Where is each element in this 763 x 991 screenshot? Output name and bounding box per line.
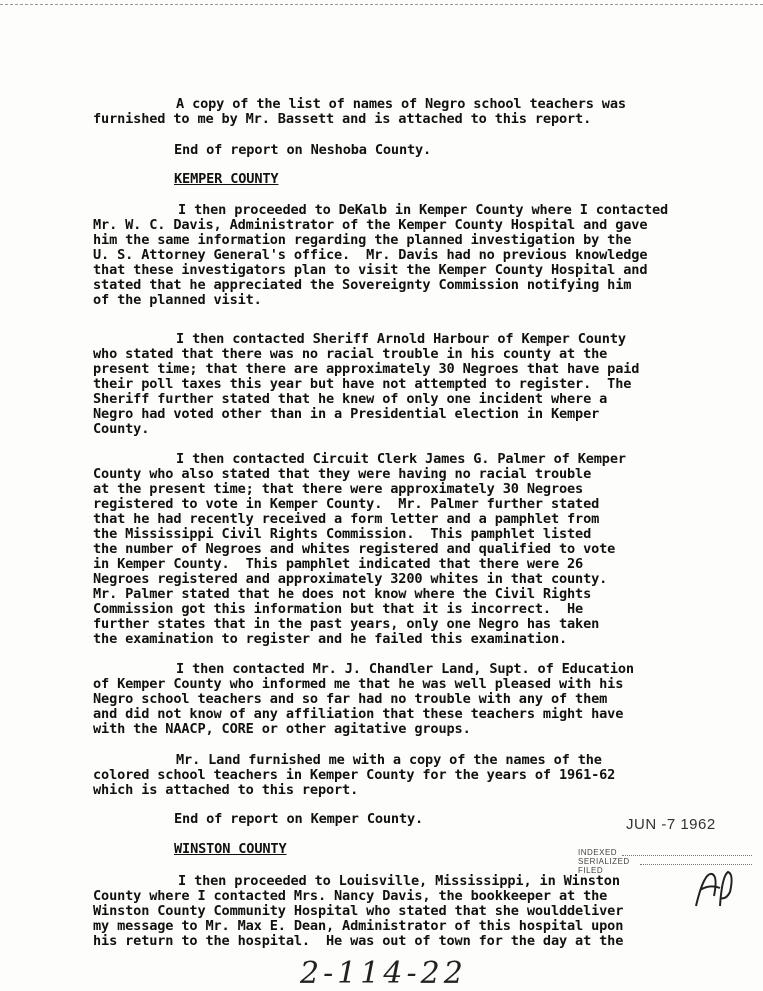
text-line: I then contacted Mr. J. Chandler Land, Supt. of Education <box>176 661 634 677</box>
text-line: I then contacted Circuit Clerk James G. Palmer of Kemper <box>176 451 626 467</box>
text-line: that he had recently received a form letter and a pamphlet from <box>93 511 600 527</box>
text-line: and did not know of any affiliation that these teachers might have <box>93 706 624 722</box>
text-line: the Mississippi Civil Rights Commission. This pamphlet listed <box>93 526 592 542</box>
text-line: of Kemper County who informed me that he was well pleased with his <box>93 676 624 692</box>
text-line: County where I contacted Mrs. Nancy Davis, the bookkeeper at the <box>93 888 608 904</box>
text-line: I then proceeded to DeKalb in Kemper County where I contacted <box>178 202 669 218</box>
stamp-indexed: INDEXED <box>578 848 618 857</box>
text-line: the number of Negroes and whites registered and qualified to vote <box>93 541 616 557</box>
text-line: colored school teachers in Kemper County for the years of 1961-62 <box>93 767 616 783</box>
text-line: which is attached to this report. <box>93 782 359 798</box>
handwritten-initials-icon <box>690 862 740 912</box>
text-line: Winston County Community Hospital who stated that she woulddeliver <box>93 903 624 919</box>
text-line: County. <box>93 421 150 437</box>
text-line: stated that he appreciated the Sovereignty Commission notifying him <box>93 277 632 293</box>
handwritten-file-number: 2-114-22 <box>300 956 467 991</box>
text-line: I then contacted Sheriff Arnold Harbour of Kemper County <box>176 331 626 347</box>
text-line: in Kemper County. This pamphlet indicated that there were 26 <box>93 556 584 572</box>
text-line: County who also stated that they were having no racial trouble <box>93 466 592 482</box>
text-line: their poll taxes this year but have not attempted to register. The <box>93 376 632 392</box>
text-line: Mr. W. C. Davis, Administrator of the Kemper County Hospital and gave <box>93 217 648 233</box>
stamp-rule <box>622 855 752 856</box>
text-line: Commission got this information but that it is incorrect. He <box>93 601 584 617</box>
text-line: that these investigators plan to visit the Kemper County Hospital and <box>93 262 648 278</box>
text-line: Negro had voted other than in a Presidential election in Kemper <box>93 406 600 422</box>
text-line: Negro school teachers and so far had no trouble with any of them <box>93 691 608 707</box>
text-line: End of report on Neshoba County. <box>174 142 432 158</box>
text-line: his return to the hospital. He was out of town for the day at the <box>93 933 624 949</box>
text-line: I then proceeded to Louisville, Mississippi, in Winston <box>178 873 620 889</box>
text-line: further states that in the past years, only one Negro has taken <box>93 616 600 632</box>
section-heading: KEMPER COUNTY <box>174 171 279 187</box>
text-line: Sheriff further stated that he knew of only one incident where a <box>93 391 608 407</box>
section-heading: WINSTON COUNTY <box>174 841 287 857</box>
stamp-filed: FILED <box>578 866 604 875</box>
text-line: Mr. Palmer stated that he does not know where the Civil Rights <box>93 586 592 602</box>
text-line: U. S. Attorney General's office. Mr. Davis had no previous knowledge <box>93 247 648 263</box>
text-line: with the NAACP, CORE or other agitative groups. <box>93 721 471 737</box>
text-line: of the planned visit. <box>93 292 262 308</box>
received-date-stamp: JUN -7 1962 <box>626 816 716 833</box>
text-line: the examination to register and he failed this examination. <box>93 631 568 647</box>
text-line: present time; that there are approximately 30 Negroes that have paid <box>93 361 640 377</box>
stamp-serialized: SERIALIZED <box>578 857 630 866</box>
text-line: End of report on Kemper County. <box>174 811 424 827</box>
text-line: A copy of the list of names of Negro school teachers was <box>176 96 626 112</box>
text-line: Mr. Land furnished me with a copy of the names of the <box>176 752 602 768</box>
text-line: furnished to me by Mr. Bassett and is attached to this report. <box>93 111 592 127</box>
text-line: him the same information regarding the planned investigation by the <box>93 232 632 248</box>
text-line: registered to vote in Kemper County. Mr. Palmer further stated <box>93 496 600 512</box>
text-line: who stated that there was no racial trouble in his county at the <box>93 346 608 362</box>
text-line: at the present time; that there were approximately 30 Negroes <box>93 481 584 497</box>
text-line: Negroes registered and approximately 3200 whites in that county. <box>93 571 608 587</box>
text-line: my message to Mr. Max E. Dean, Administrator of this hospital upon <box>93 918 624 934</box>
